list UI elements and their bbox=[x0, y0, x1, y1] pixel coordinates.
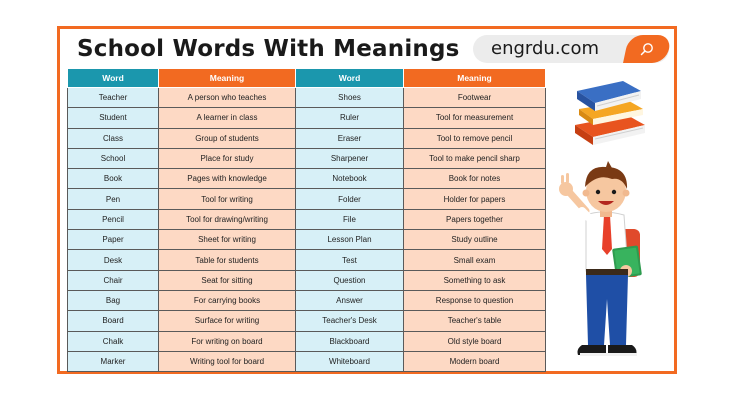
cell-meaning: Seat for sitting bbox=[159, 270, 296, 290]
table-row bbox=[68, 88, 546, 108]
table-row bbox=[68, 270, 546, 290]
boy-head bbox=[583, 161, 630, 212]
cell-word: Ruler bbox=[296, 108, 404, 128]
page-title: School Words With Meanings bbox=[77, 36, 460, 62]
cell-word: Lesson Plan bbox=[296, 230, 404, 250]
cell-meaning: Writing tool for board bbox=[159, 351, 296, 371]
cell-meaning: A learner in class bbox=[159, 108, 296, 128]
cell-word: Book bbox=[68, 169, 159, 189]
table-body bbox=[68, 88, 546, 372]
cell-word: School bbox=[68, 148, 159, 168]
table-row bbox=[68, 230, 546, 250]
cell-word: File bbox=[296, 209, 404, 229]
cell-word: Sharpener bbox=[296, 148, 404, 168]
cell-meaning: Holder for papers bbox=[404, 189, 546, 209]
table-row bbox=[68, 290, 546, 310]
cell-meaning: Tool to make pencil sharp bbox=[404, 148, 546, 168]
cell-word: Eraser bbox=[296, 128, 404, 148]
cell-word: Bag bbox=[68, 290, 159, 310]
cell-meaning: Teacher's table bbox=[404, 311, 546, 331]
cell-meaning: Tool for drawing/writing bbox=[159, 209, 296, 229]
cell-meaning: Sheet for writing bbox=[159, 230, 296, 250]
search-text: engrdu.com bbox=[491, 38, 599, 59]
cell-word: Pen bbox=[68, 189, 159, 209]
table-row bbox=[68, 189, 546, 209]
cell-word: Question bbox=[296, 270, 404, 290]
cell-meaning: Group of students bbox=[159, 128, 296, 148]
cell-meaning: Book for notes bbox=[404, 169, 546, 189]
cell-word: Answer bbox=[296, 290, 404, 310]
table-row bbox=[68, 128, 546, 148]
table-row bbox=[68, 331, 546, 351]
table-row bbox=[68, 250, 546, 270]
cell-meaning: Response to question bbox=[404, 290, 546, 310]
cell-word: Student bbox=[68, 108, 159, 128]
content-card bbox=[57, 26, 677, 374]
cell-word: Pencil bbox=[68, 209, 159, 229]
cell-word: Test bbox=[296, 250, 404, 270]
cell-word: Class bbox=[68, 128, 159, 148]
table-row bbox=[68, 169, 546, 189]
cell-meaning: Table for students bbox=[159, 250, 296, 270]
cell-meaning: A person who teaches bbox=[159, 88, 296, 108]
header-word: Word bbox=[68, 69, 159, 88]
cell-word: Teacher's Desk bbox=[296, 311, 404, 331]
table-row bbox=[68, 148, 546, 168]
trousers bbox=[586, 275, 628, 345]
cell-word: Shoes bbox=[296, 88, 404, 108]
cell-meaning: Footwear bbox=[404, 88, 546, 108]
vocabulary-table bbox=[67, 68, 546, 372]
cell-meaning: Surface for writing bbox=[159, 311, 296, 331]
search-bar[interactable] bbox=[473, 35, 669, 63]
cell-word: Notebook bbox=[296, 169, 404, 189]
cell-meaning: Place for study bbox=[159, 148, 296, 168]
cell-word: Chair bbox=[68, 270, 159, 290]
header-word: Word bbox=[296, 69, 404, 88]
search-button[interactable] bbox=[623, 35, 672, 63]
cell-meaning: Something to ask bbox=[404, 270, 546, 290]
cell-meaning: Papers together bbox=[404, 209, 546, 229]
cell-word: Chalk bbox=[68, 331, 159, 351]
cell-meaning: Tool to remove pencil bbox=[404, 128, 546, 148]
waving-hand bbox=[559, 173, 586, 211]
cell-word: Paper bbox=[68, 230, 159, 250]
shoes bbox=[578, 345, 638, 356]
cell-word: Folder bbox=[296, 189, 404, 209]
cell-word: Whiteboard bbox=[296, 351, 404, 371]
cell-meaning: Pages with knowledge bbox=[159, 169, 296, 189]
cell-meaning: Modern board bbox=[404, 351, 546, 371]
cell-word: Desk bbox=[68, 250, 159, 270]
cell-meaning: For writing on board bbox=[159, 331, 296, 351]
table-row bbox=[68, 108, 546, 128]
table-row bbox=[68, 311, 546, 331]
student-boy-illustration bbox=[552, 159, 662, 364]
search-icon bbox=[640, 42, 654, 56]
cell-meaning: Tool for writing bbox=[159, 189, 296, 209]
cell-meaning: Tool for measurement bbox=[404, 108, 546, 128]
table-row bbox=[68, 209, 546, 229]
cell-word: Marker bbox=[68, 351, 159, 371]
header-meaning: Meaning bbox=[159, 69, 296, 88]
table-header-row bbox=[68, 69, 546, 88]
cell-word: Board bbox=[68, 311, 159, 331]
cell-word: Teacher bbox=[68, 88, 159, 108]
cell-meaning: For carrying books bbox=[159, 290, 296, 310]
cell-meaning: Small exam bbox=[404, 250, 546, 270]
cell-word: Blackboard bbox=[296, 331, 404, 351]
header-meaning: Meaning bbox=[404, 69, 546, 88]
books-illustration bbox=[571, 79, 647, 149]
table-row bbox=[68, 351, 546, 371]
cell-meaning: Old style board bbox=[404, 331, 546, 351]
cell-meaning: Study outline bbox=[404, 230, 546, 250]
